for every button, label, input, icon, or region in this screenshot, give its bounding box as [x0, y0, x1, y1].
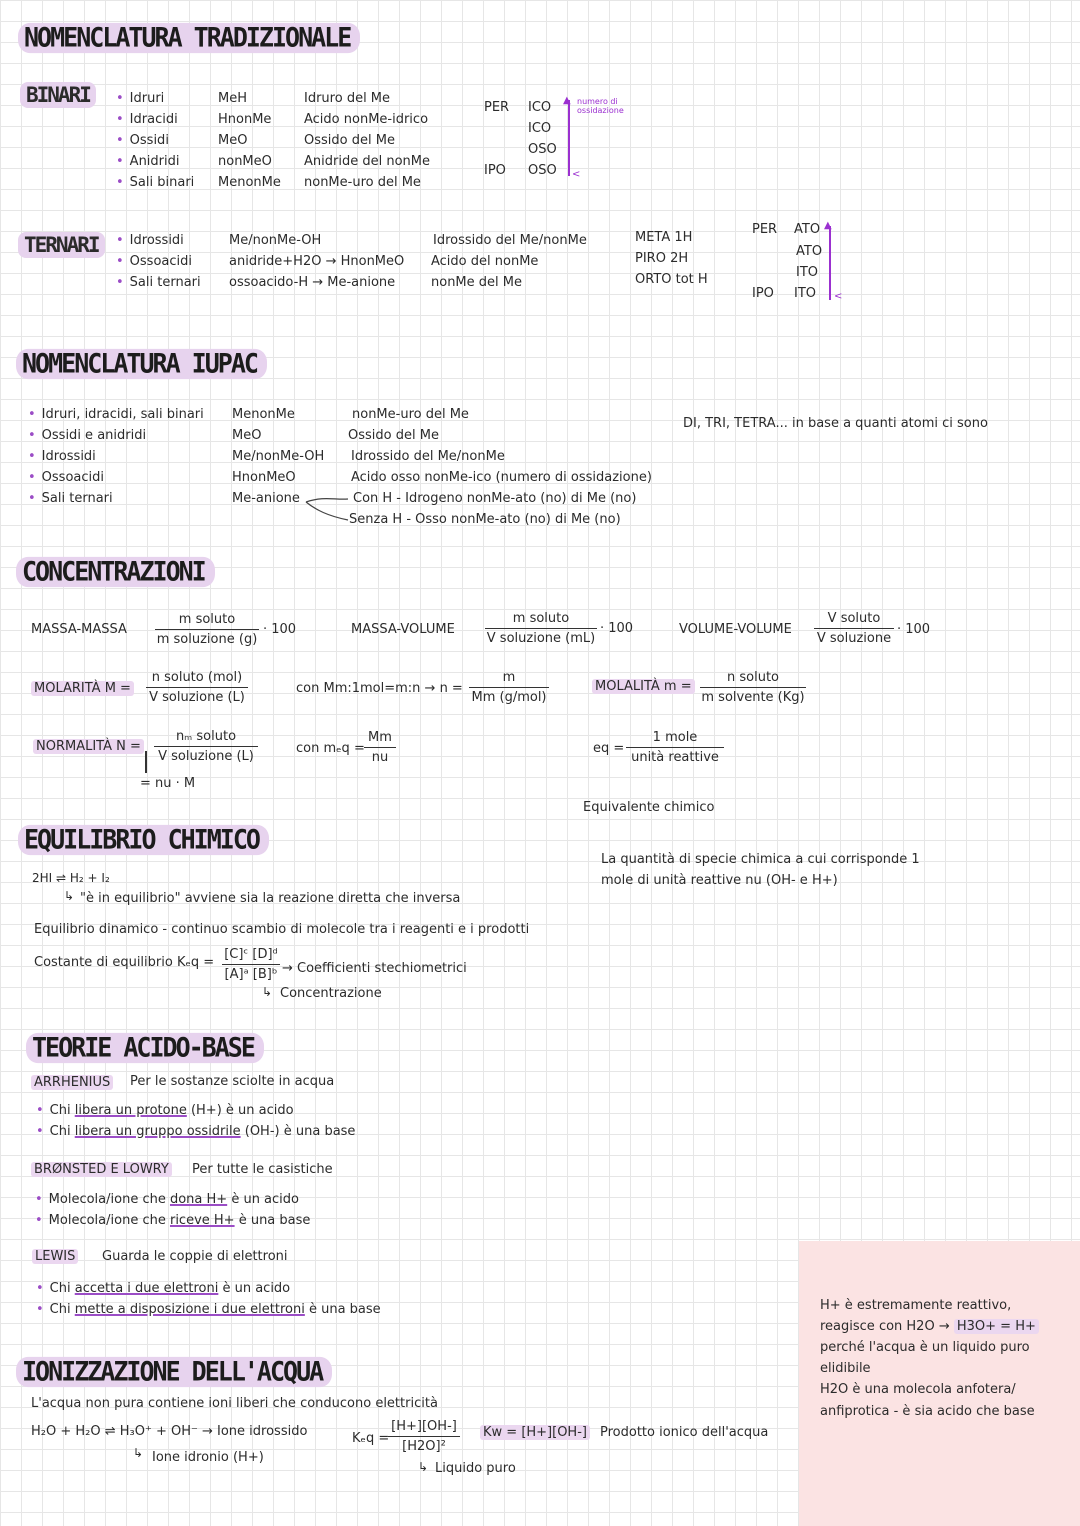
text: Chi [49, 1103, 75, 1118]
text: Chi [49, 1281, 75, 1296]
numerator: n soluto [727, 670, 779, 685]
eq-fraction [626, 729, 724, 767]
denominator: m solvente (Kg) [700, 687, 806, 707]
oxidation-arrow-line [568, 100, 570, 176]
text: è una base [234, 1213, 311, 1228]
denominator: nu [364, 747, 396, 767]
keq-label: Kₑq = [352, 1431, 390, 1446]
formula: MeH [218, 91, 247, 106]
compound-name: nonMe del Me [431, 275, 522, 290]
costante-equilibrio-label: Costante di equilibrio Kₑq = [34, 955, 215, 970]
arrhenius-description: Per le sostanze sciolte in acqua [130, 1074, 335, 1089]
side-note-line: anfiprotica - è sia acido che base [820, 1404, 1035, 1419]
compound-name: Acido del nonMe [431, 254, 539, 269]
suffix: ATO [794, 222, 821, 237]
formula: MenonMe [218, 175, 281, 190]
massa-massa-label: MASSA-MASSA [31, 622, 127, 637]
return-arrow-icon: ↳ [64, 889, 75, 903]
denominator: unità reattive [626, 747, 724, 767]
text: è un acido [218, 1281, 291, 1296]
return-arrow-icon: ↳ [418, 1460, 429, 1474]
kw-formula: Kw = [H+][OH-] [480, 1425, 590, 1440]
bronsted-label: BRØNSTED E LOWRY [31, 1162, 172, 1177]
compound-name: Con H - Idrogeno nonMe-ato (no) di Me (no) [353, 491, 637, 506]
text: è un acido [227, 1192, 299, 1207]
eq-label: eq = [593, 741, 625, 756]
volume-volume-label: VOLUME-VOLUME [679, 622, 792, 637]
suffix: ITO [796, 265, 819, 280]
equivalente-description: La quantità di specie chimica a cui corrisponde 1 [601, 852, 920, 867]
list-item [36, 1123, 355, 1141]
arrow-up-icon: ▲ [563, 95, 571, 106]
normalita-label: NORMALITÀ N = [33, 739, 144, 754]
denominator: V soluzione (mL) [485, 628, 597, 648]
numerator: m [502, 670, 516, 685]
prefix-per: PER [752, 222, 778, 237]
normalita-fraction [154, 728, 258, 766]
formula: MenonMe [232, 407, 295, 422]
numerator: m soluto [178, 612, 236, 627]
text: è una base [304, 1302, 381, 1317]
denominator: V soluzione (L) [146, 687, 248, 707]
numerator: n soluto (mol) [151, 670, 243, 685]
list-item: • Idruri [116, 90, 164, 108]
text: (H+) è un acido [186, 1103, 294, 1118]
equivalente-description: mole di unità reattive nu (OH- e H+) [601, 873, 838, 888]
times-100: · 100 [600, 621, 634, 636]
return-arrow-icon: ↳ [262, 985, 273, 999]
side-note-line: H+ è estremamente reattivo, [820, 1298, 1012, 1313]
formula: ossoacido-H → Me-anione [229, 275, 396, 290]
equivalente-chimico-label: Equivalente chimico [583, 800, 715, 815]
suffix: ITO [794, 286, 817, 301]
molarita-fraction [146, 669, 248, 707]
list-item: • Idrossidi [28, 448, 96, 466]
denominator: [A]ᵃ [B]ᵇ [222, 964, 280, 984]
section-title-equilibrio-chimico: EQUILIBRIO CHIMICO [18, 825, 269, 855]
ione-idronio: Ione idronio (H+) [152, 1450, 264, 1465]
equilibrium-note: "è in equilibrio" avviene sia la reazione diretta che inversa [80, 891, 461, 906]
list-item: • Ossidi [116, 132, 169, 150]
section-title-concentrazioni: CONCENTRAZIONI [16, 557, 215, 587]
formula: nonMeO [218, 154, 272, 169]
numerator: 1 mole [652, 730, 698, 745]
text: Chi [49, 1124, 75, 1139]
formula: Me-anione [232, 491, 300, 506]
keq-fraction [222, 946, 280, 984]
massa-massa-fraction [155, 611, 259, 649]
section-title-nomenclatura-tradizionale: NOMENCLATURA TRADIZIONALE [18, 23, 360, 53]
side-note-line: H2O è una molecola anfotera/ [820, 1382, 1016, 1397]
chevron-left-icon: < [572, 169, 581, 180]
text: Molecola/ione che [48, 1192, 170, 1207]
lewis-label: LEWIS [32, 1249, 78, 1264]
suffix: ATO [796, 244, 823, 259]
numerator: [H+][OH-] [391, 1419, 457, 1434]
ternari-label: TERNARI [18, 232, 105, 258]
numerator: [C]ᶜ [D]ᵈ [224, 947, 278, 962]
list-item [36, 1102, 294, 1120]
list-item: • Idrossidi [116, 232, 184, 250]
side-note-line: elidibile [820, 1361, 871, 1376]
oxidation-note: numero di ossidazione [577, 97, 624, 115]
underlined-text: accetta i due elettroni [74, 1281, 219, 1296]
oxidation-arrow-line [829, 226, 831, 300]
compound-name: Acido nonMe-idrico [304, 112, 429, 127]
side-note-line [820, 1318, 1039, 1336]
prodotto-ionico-label: Prodotto ionico dell'acqua [600, 1425, 769, 1440]
denominator: [H2O]² [388, 1436, 460, 1456]
compound-name: Idrossido del Me/nonMe [433, 233, 587, 248]
numerator: nₘ soluto [175, 729, 237, 744]
suffix: ICO [528, 100, 552, 115]
list-item: • Idruri, idracidi, sali binari [28, 406, 204, 424]
equilibrium-reaction: 2HI ⇌ H₂ + I₂ [32, 871, 110, 885]
section-title-ionizzazione-acqua: IONIZZAZIONE DELL'ACQUA [16, 1357, 332, 1387]
keq-water-fraction [388, 1418, 460, 1456]
arrhenius-label: ARRHENIUS [31, 1075, 113, 1090]
equilibrio-dinamico: Equilibrio dinamico - continuo scambio di molecole tra i reagenti e i prodotti [34, 922, 530, 937]
compound-name: Idruro del Me [304, 91, 391, 106]
denominator: m soluzione (g) [155, 629, 259, 649]
return-arrow-icon: ↳ [133, 1446, 144, 1460]
formula: HnonMe [218, 112, 272, 127]
compound-name: Idrossido del Me/nonMe [351, 449, 505, 464]
list-item [35, 1191, 299, 1209]
list-item: • Anidridi [116, 153, 180, 171]
denominator: V soluzione [814, 628, 894, 648]
underlined-text: libera un protone [74, 1103, 187, 1118]
liquido-puro-note: Liquido puro [435, 1461, 516, 1476]
binari-label: BINARI [20, 82, 96, 108]
molarita-label: MOLARITÀ M = [31, 681, 134, 696]
underlined-text: riceve H+ [169, 1213, 235, 1228]
list-item: • Idracidi [116, 111, 178, 129]
arrow-up-icon: ▲ [824, 220, 832, 231]
volume-volume-fraction [814, 610, 894, 648]
meq-fraction [364, 729, 396, 767]
highlight-text: H3O+ = H+ [954, 1319, 1039, 1334]
compound-name: Acido osso nonMe-ico (numero di ossidazione) [351, 470, 652, 485]
section-title-nomenclatura-iupac: NOMENCLATURA IUPAC [16, 349, 267, 379]
formula: Me/nonMe-OH [232, 449, 325, 464]
times-100: · 100 [263, 622, 297, 637]
bronsted-description: Per tutte le casistiche [192, 1162, 333, 1177]
list-item [35, 1212, 310, 1230]
numerator: m soluto [512, 611, 570, 626]
side-note-line: perché l'acqua è un liquido puro [820, 1340, 1030, 1355]
ionizzazione-reaction: H₂O + H₂O ⇌ H₃O⁺ + OH⁻ → Ione idrossido [31, 1424, 308, 1439]
underlined-text: dona H+ [169, 1192, 228, 1207]
normalita-equation: = nu · M [140, 776, 196, 791]
text: (OH-) è una base [240, 1124, 356, 1139]
text: Chi [49, 1302, 75, 1317]
underlined-text: libera un gruppo ossidrile [74, 1124, 241, 1139]
formula: Me/nonMe-OH [229, 233, 322, 248]
formula: anidride+H2O → HnonMeO [229, 254, 405, 269]
molalita-label: MOLALITÀ m = [592, 679, 695, 694]
meq-relation: con mₑq = [296, 741, 365, 756]
list-item: • Ossidi e anidridi [28, 427, 146, 445]
list-item: • Sali ternari [28, 490, 113, 508]
numerator: V soluto [827, 611, 881, 626]
normalita-connector [145, 751, 147, 773]
formula: HnonMeO [232, 470, 296, 485]
text: reagisce con H2O → [820, 1319, 954, 1334]
list-item [36, 1301, 381, 1319]
orto-prefix: ORTO tot H [635, 272, 708, 287]
coefficienti-note: → Coefficienti stechiometrici [282, 961, 467, 976]
n-fraction [469, 669, 549, 707]
compound-name: Senza H - Osso nonMe-ato (no) di Me (no) [349, 512, 621, 527]
section-title-teorie-acido-base: TEORIE ACIDO-BASE [26, 1033, 264, 1063]
prefix-per: PER [484, 100, 510, 115]
molalita-fraction [700, 669, 806, 707]
lewis-description: Guarda le coppie di elettroni [102, 1249, 288, 1264]
chevron-left-icon: < [834, 291, 843, 302]
times-100: · 100 [897, 622, 931, 637]
branch-arrows-icon [304, 494, 350, 524]
suffix: OSO [528, 142, 557, 157]
list-item: • Ossoacidi [28, 469, 104, 487]
piro-prefix: PIRO 2H [635, 251, 689, 266]
text: Molecola/ione che [48, 1213, 170, 1228]
denominator: V soluzione (L) [154, 746, 258, 766]
suffix: ICO [528, 121, 552, 136]
massa-volume-fraction [485, 610, 597, 648]
formula: MeO [218, 133, 248, 148]
compound-name: Anidride del nonMe [304, 154, 430, 169]
list-item: • Sali ternari [116, 274, 201, 292]
prefix-ipo: IPO [752, 286, 774, 301]
compound-name: Ossido del Me [304, 133, 395, 148]
list-item: • Ossoacidi [116, 253, 192, 271]
list-item: • Sali binari [116, 174, 194, 192]
numerator: Mm [368, 730, 392, 745]
compound-name: Ossido del Me [348, 428, 439, 443]
underlined-text: mette a disposizione i due elettroni [74, 1302, 305, 1317]
compound-name: nonMe-uro del Me [304, 175, 421, 190]
denominator: Mm (g/mol) [469, 687, 549, 707]
mm-relation: con Mm:1mol=m:n → n = [296, 681, 463, 696]
compound-name: nonMe-uro del Me [352, 407, 469, 422]
meta-prefix: META 1H [635, 230, 693, 245]
prefix-ipo: IPO [484, 163, 506, 178]
formula: MeO [232, 428, 262, 443]
suffix: OSO [528, 163, 557, 178]
concentrazione-note: Concentrazione [280, 986, 382, 1001]
massa-volume-label: MASSA-VOLUME [351, 622, 455, 637]
list-item [36, 1280, 290, 1298]
ionizzazione-intro: L'acqua non pura contiene ioni liberi che conducono elettricità [31, 1396, 438, 1411]
prefix-note: DI, TRI, TETRA... in base a quanti atomi ci sono [683, 416, 988, 431]
